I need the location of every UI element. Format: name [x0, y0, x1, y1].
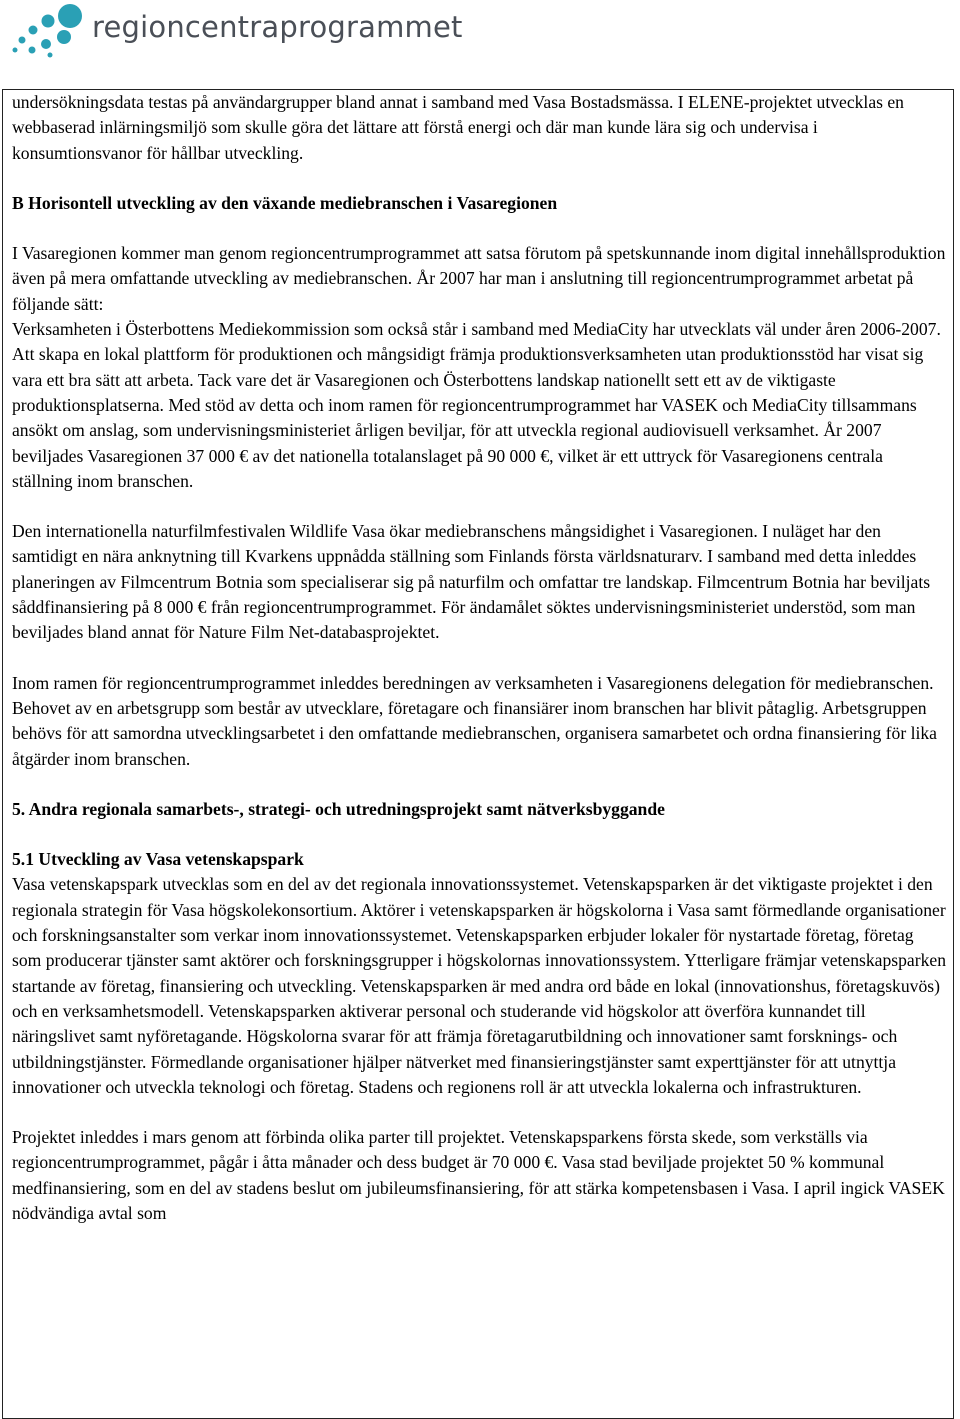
paragraph-intro: undersökningsdata testas på användargrupper bland annat i samband med Vasa Bostadsmässa. I ELENE-projektet utvecklas en webbaserad inlärningsmiljö som skulle göra det lättare att förstå energi och där man kunde lära sig och undervisa i konsumtionsvanor för hållbar utveckling. — [12, 92, 904, 163]
logo-text: regioncentraprogrammet — [92, 10, 463, 44]
document-frame — [2, 89, 954, 1419]
paragraph-media-1b: Verksamheten i Österbottens Mediekommission som också står i samband med MediaCity har utvecklats väl under åren 2006-2007. Att skapa en lokal plattform för produktionen och mångsidigt främja produktionsverksamheten utan produktionsstöd har visat sig vara ett bra sätt att arbeta. Tack vare det är Vasaregionen och Österbottens landskap nationellt sett ett av de viktigaste produktionsplatserna. Med stöd av detta och inom ramen för regioncentrumprogrammet har VASEK och MediaCity tillsammans ansökt om anslag, som undervisningsministeriet årligen beviljar, för att utveckla regional audiovisuell verksamhet. År 2007 beviljades Vasaregionen 37 000 € av det nationella totalanslaget på 90 000 €, vilket är ett uttryck för Vasaregionens centrala ställning inom branschen. — [12, 319, 941, 491]
paragraph-project: Projektet inleddes i mars genom att förbinda olika parter till projektet. Vetenskapsparkens första skede, som verkställs via regioncentrumprogrammet, pågår i åtta månader och dess budget är 70 000 €. Vasa stad beviljade projektet 50 % kommunal medfinansiering, som en del av stadens beslut om jubileumsfinansiering, för att stärka kompetensbasen i Vasa. I april ingick VASEK nödvändiga avtal som — [12, 1127, 945, 1223]
header — [0, 0, 960, 84]
paragraph-media-1a: I Vasaregionen kommer man genom regioncentrumprogrammet att satsa förutom på spetskunnande inom digital innehållsproduktion även på mera omfattande utveckling av mediebranschen. År 2007 har man i anslutning till regioncentrumprogrammet arbetat på följande sätt: — [12, 243, 946, 314]
document-body — [12, 90, 947, 1226]
section-heading-5: 5. Andra regionala samarbets-, strategi- och utredningsprojekt samt nätverksbyggande — [12, 798, 665, 819]
paragraph-science-park: Vasa vetenskapspark utvecklas som en del av det regionala innovationssystemet. Vetenskapsparken är det viktigaste projektet i den regionala strategin för Vasa högskolekonsortium. Aktörer i vetenskapsparken är högskolorna i Vasa samt förmedlande organisationer och forskningsanstalter som verkar inom innovationssystemet. Vetenskapsparken erbjuder lokaler för nystartade företag, företag som producerar tjänster samt aktörer och forskningsgrupper i högskolornas innovationssystem. Ytterligare främjar vetenskapsparken startande av företag, finansiering och utveckling. Vetenskapsparken är med andra ord både en lokal (innovationshus, företagskuvös) och en verksamhetsmodell. Vetenskapsparken aktiverar personal och studerande vid högskolor att överföra kunnandet till näringslivet samt nyföretagande. Högskolorna svarar för att främja företagarutbildning och innovationer samt forsknings- och utbildningstjänster. Förmedlande organisationer hjälper nätverket med finansieringstjänster samt experttjänster för att utnyttja innovationer och utveckla teknologi och företag. Stadens och regionens roll är att utveckla lokalerna och infrastrukturen. — [12, 874, 946, 1097]
section-heading-5-1: 5.1 Utveckling av Vasa vetenskapspark — [12, 849, 304, 870]
section-heading-b: B Horisontell utveckling av den växande mediebranschen i Vasaregionen — [12, 192, 558, 213]
paragraph-wildlife: Den internationella naturfilmfestivalen Wildlife Vasa ökar mediebranschens mångsidighet i Vasaregionen. I nuläget har den samtidigt en nära anknytning till Kvarkens uppnådda ställning som Finlands första världsnaturarv. I samband med detta inleddes planeringen av Filmcentrum Botnia som specialiserar sig på naturfilm och omfattar tre landskap. Filmcentrum Botnia har beviljats såddfinansiering på 8 000 € från regioncentrumprogrammet. För ändamålet söktes undervisningsministeriet understöd, som man beviljades bland annat för Nature Film Net-databasprojektet. — [12, 521, 931, 643]
paragraph-delegation: Inom ramen för regioncentrumprogrammet inleddes beredningen av verksamheten i Vasaregionens delegation för mediebranschen. Behovet av en arbetsgrupp som består av utvecklare, företagare och finansiärer inom branschen har blivit påtaglig. Arbetsgruppen behövs för att samordna utvecklingsarbetet i den omfattande mediebranschen, organisera samarbetet och ordna finansiering för lika åtgärder inom branschen. — [12, 672, 937, 769]
dots-logo-icon — [10, 2, 88, 58]
